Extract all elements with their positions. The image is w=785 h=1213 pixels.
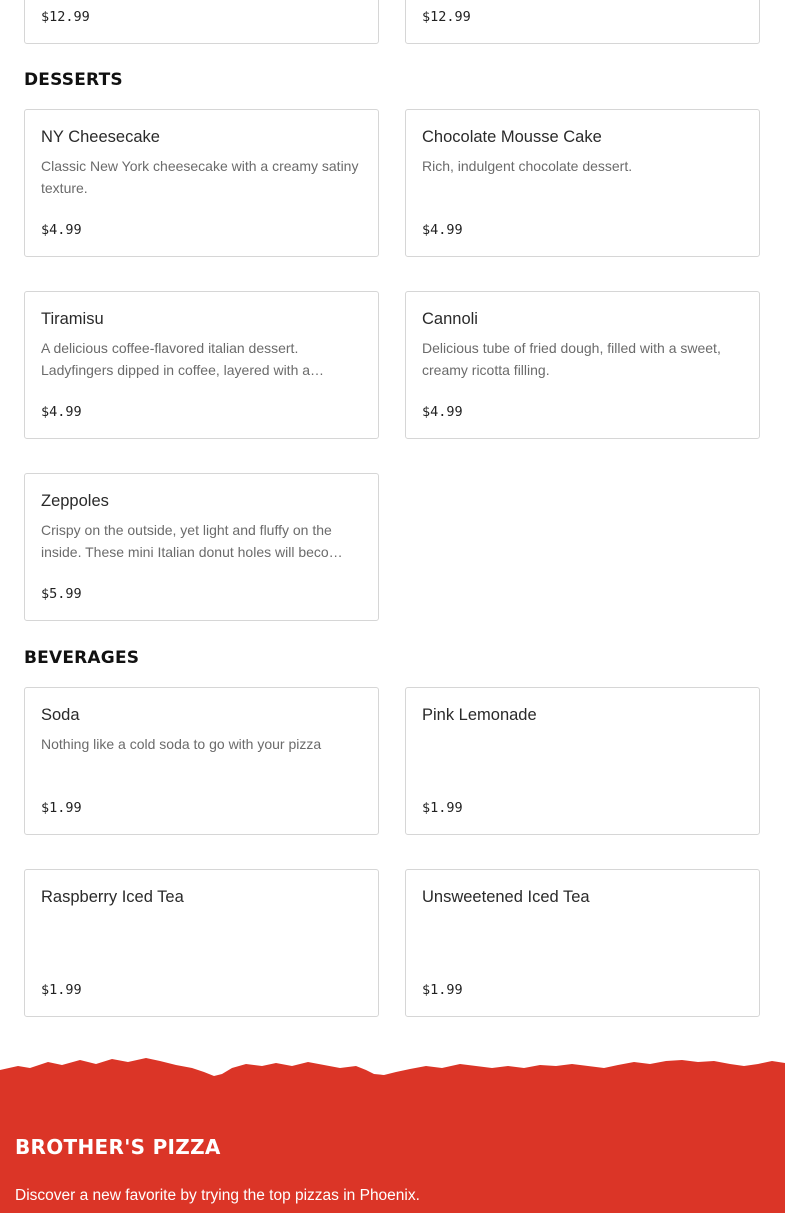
menu-item-description: Rich, indulgent chocolate dessert. [422, 158, 633, 174]
menu-item-description: Classic New York cheesecake with a creamy satiny texture. [41, 158, 359, 196]
menu-item-price: $1.99 [422, 982, 463, 998]
menu-item-card[interactable] [405, 0, 760, 44]
menu-item-price: $1.99 [41, 982, 82, 998]
menu-item-card[interactable] [405, 687, 760, 835]
menu-item-name: Raspberry Iced Tea [41, 888, 184, 906]
menu-item-description: Nothing like a cold soda to go with your pizza [41, 736, 322, 752]
menu-item-price: $5.99 [41, 586, 82, 602]
menu-item-description: Delicious tube of fried dough, filled with a sweet, creamy ricotta filling. [422, 340, 721, 378]
menu-item-card[interactable] [405, 291, 760, 439]
menu-item-price: $4.99 [41, 222, 82, 238]
menu-item-name: Tiramisu [41, 310, 104, 328]
menu-item-card[interactable] [24, 109, 379, 257]
menu-item-name: Zeppoles [41, 492, 109, 510]
menu-item-price: $1.99 [41, 800, 82, 816]
menu-item-card[interactable] [405, 109, 760, 257]
menu-item-name: Soda [41, 706, 80, 724]
section-title-beverages: BEVERAGES [24, 648, 140, 668]
menu-item-card[interactable] [405, 869, 760, 1017]
menu-item-price: $1.99 [422, 800, 463, 816]
section-title-desserts: DESSERTS [24, 70, 123, 90]
menu-item-price: $4.99 [422, 404, 463, 420]
menu-item-card[interactable] [24, 687, 379, 835]
menu-item-price: $4.99 [422, 222, 463, 238]
footer-brand: BROTHER'S PIZZA [15, 1135, 221, 1159]
menu-item-name: Cannoli [422, 310, 478, 328]
menu-item-card[interactable] [24, 291, 379, 439]
menu-item-card[interactable] [24, 473, 379, 621]
menu-item-name: Chocolate Mousse Cake [422, 128, 602, 146]
menu-item-price: $12.99 [41, 9, 90, 25]
menu-item-name: NY Cheesecake [41, 128, 160, 146]
menu-item-name: Unsweetened Iced Tea [422, 888, 590, 906]
footer-tagline: Discover a new favorite by trying the top pizzas in Phoenix. [15, 1187, 420, 1204]
menu-item-price: $12.99 [422, 9, 471, 25]
menu-item-description: A delicious coffee-flavored italian dessert. Ladyfingers dipped in coffee, layered with a… [41, 340, 325, 378]
menu-item-description: Crispy on the outside, yet light and fluffy on the inside. These mini Italian donut holes will beco… [41, 522, 343, 560]
menu-item-card[interactable] [24, 0, 379, 44]
menu-item-price: $4.99 [41, 404, 82, 420]
site-footer [0, 1056, 785, 1213]
menu-item-name: Pink Lemonade [422, 706, 537, 724]
menu-item-card[interactable] [24, 869, 379, 1017]
